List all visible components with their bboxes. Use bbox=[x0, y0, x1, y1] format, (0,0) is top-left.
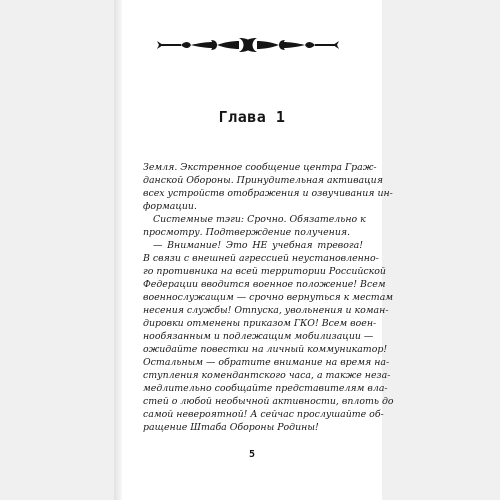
text-line: стей о любой необычной активности, вплоть до bbox=[143, 396, 394, 407]
text-line: данской Обороны. Принудительная активация bbox=[143, 175, 383, 186]
page-number: 5 bbox=[248, 449, 256, 460]
page-gutter-shadow bbox=[114, 0, 122, 500]
chapter-body-text bbox=[143, 161, 394, 434]
text-line: военнослужащим — срочно вернуться к местам bbox=[143, 292, 394, 303]
text-line: Федерации вводится военное положение! Всем bbox=[143, 279, 386, 290]
text-line: ожидайте повестки на личный коммуникатор! bbox=[143, 344, 388, 355]
text-line: В связи с внешней агрессией неустановленно- bbox=[143, 253, 379, 264]
text-line: формации. bbox=[143, 201, 197, 212]
text-line: го противника на всей территории Российской bbox=[143, 266, 386, 277]
text-line: Остальным — обратите внимание на время на- bbox=[143, 357, 390, 368]
text-line: несения службы! Отпуска, увольнения и коман- bbox=[143, 305, 389, 316]
text-line: дировки отменены приказом ГКО! Всем воен- bbox=[143, 318, 377, 329]
text-line: Системные тэги: Срочно. Обязательно к bbox=[153, 214, 366, 225]
text-line: медлительно сообщайте представителям вла- bbox=[143, 383, 388, 394]
decorative-divider-ornament-icon bbox=[155, 34, 341, 56]
text-line: просмотру. Подтверждение получения. bbox=[143, 227, 351, 238]
text-line: нообязанным и подлежащим мобилизации — bbox=[143, 331, 374, 342]
text-line: — Внимание! Это НЕ учебная тревога! bbox=[153, 240, 363, 251]
text-line: Земля. Экстренное сообщение центра Граж- bbox=[143, 162, 377, 173]
chapter-title: Глава 1 bbox=[218, 108, 286, 126]
text-line: самой невероятной! А сейчас прослушайте об- bbox=[143, 409, 384, 420]
text-line: всех устройств отображения и озвучивания ин- bbox=[143, 188, 393, 199]
text-line: ступления комендантского часа, а также неза- bbox=[143, 370, 391, 381]
text-line: ращение Штаба Обороны Родины! bbox=[143, 422, 319, 433]
